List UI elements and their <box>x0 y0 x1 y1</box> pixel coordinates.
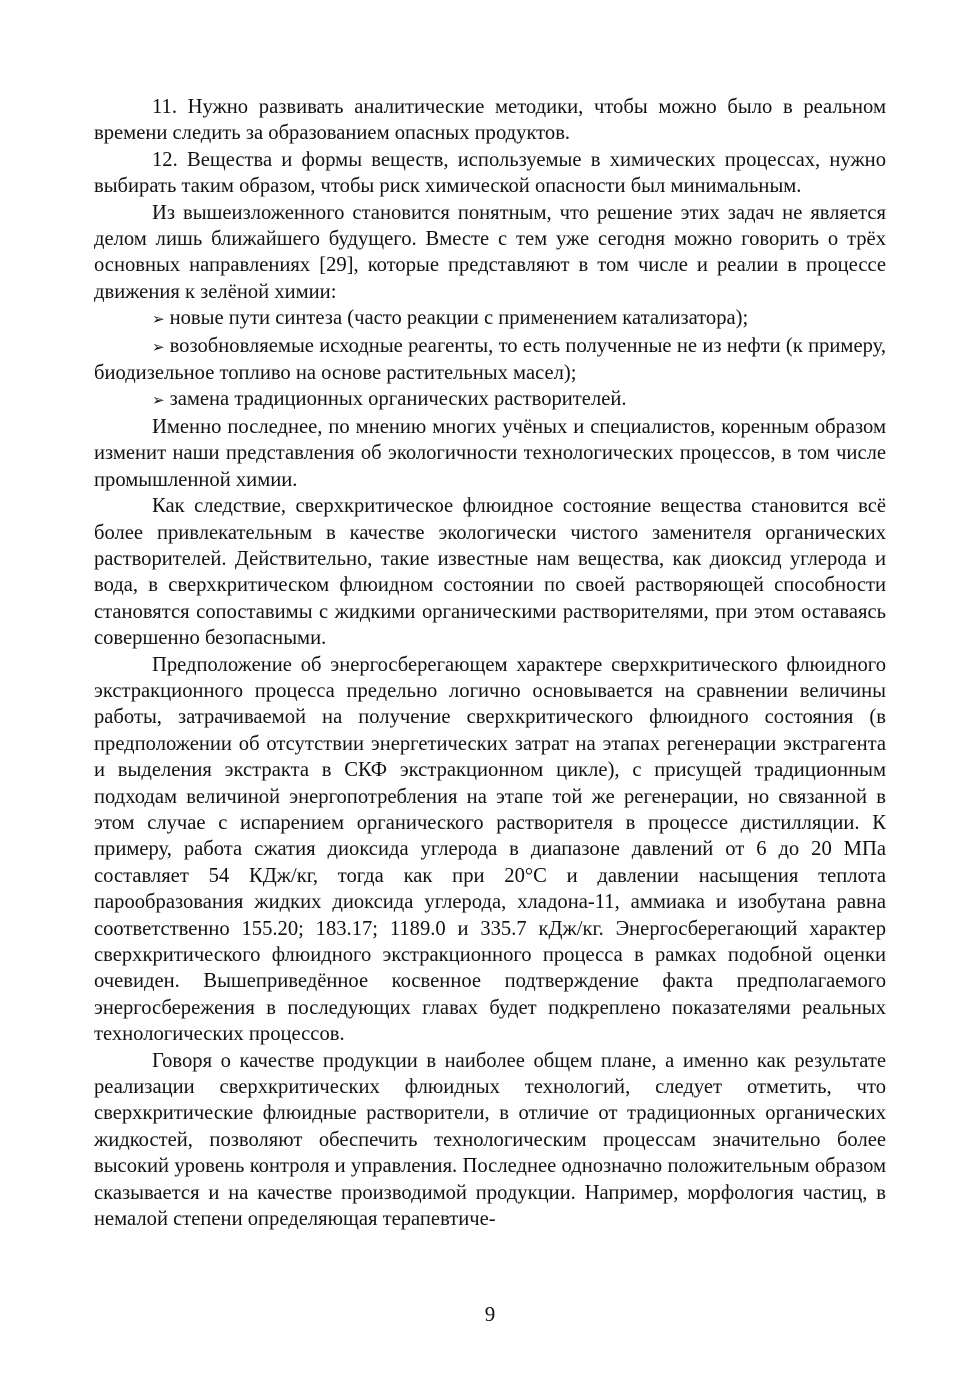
arrow-bullet-icon: ➢ <box>152 310 165 329</box>
arrow-bullet-icon: ➢ <box>152 391 165 410</box>
bullet-text: возобновляемые исходные реагенты, то есть полученные не из нефти (к примеру, биодизельное топливо на основе растительных масел); <box>94 334 886 385</box>
bullet-text: замена традиционных органических растворителей. <box>169 388 627 411</box>
paragraph-item-12: 12. Вещества и формы веществ, используемые в химических процессах, нужно выбирать таким образом, чтобы риск химической опасности был минимальным. <box>94 148 886 198</box>
paragraph-energy-saving: Предположение об энергосберегающем характере сверхкритического флюидного экстракционного процесса предельно логично основывается на сравнении величины работы, затрачиваемой на получение сверхкритического флюидного состояния (в предположении об отсутствии энергетических затрат на этапах регенерации экстрагента и выделения экстракта в СКФ экстракционном цикле), с присущей традиционным подходам величиной энергопотребления на этапе той же регенерации, но связанной в этом случае с испарением органического растворителя в процессе дистилляции. К примеру, работа сжатия диоксида углерода в диапазоне давлений от 6 до 20 МПа составляет 54 КДж/кг, тогда как при 20°С и давлении насыщения теплота парообразования жидких диоксида углерода, хладона-11, аммиака и изобутана равна соответственно 155.20; 183.17; 1189.0 и 335.7 кДж/кг. Энергосберегающий характер сверхкритического флюидного экстракционного процесса в рамках подобной оценки очевиден. Вышеприведённое косвенное подтверждение факта предполагаемого энергосбережения в последующих главах будет подкреплено показателями реальных технологических процессов. <box>94 653 886 1046</box>
bullet-item-synthesis <box>94 305 886 332</box>
bullet-item-renewable <box>94 333 886 387</box>
paragraph-directions: Из вышеизложенного становится понятным, что решение этих задач не является делом лишь ближайшего будущего. Вместе с тем уже сегодня можно говорить о трёх основных направлениях [29], которые представляют в том числе и реалии в процессе движения к зелёной химии: <box>94 201 886 303</box>
page-number: 9 <box>484 1302 496 1326</box>
page-body <box>94 94 886 1232</box>
paragraph-item-11: 11. Нужно развивать аналитические методики, чтобы можно было в реальном времени следить за образованием опасных продуктов. <box>94 96 886 145</box>
paragraph-product-quality: Говоря о качестве продукции в наиболее общем плане, а именно как результате реализации сверхкритических флюидных технологий, следует отметить, что сверхкритические флюидные растворители, в отличие от традиционных органических жидкостей, позволяют обеспечить технологическим процессам значительно более высокий уровень контроля и управления. Последнее однозначно положительным образом сказывается и на качестве производимой продукции. Например, морфология частиц, в немалой степени определяющая терапевтиче- <box>94 1049 886 1231</box>
arrow-bullet-icon: ➢ <box>152 337 165 356</box>
bullet-item-solvents <box>94 386 886 413</box>
paragraph-supercritical: Как следствие, сверхкритическое флюидное состояние вещества становится всё более привлекательным в качестве экологически чистого заменителя органических растворителей. Действительно, такие известные нам вещества, как диоксид углерода и вода, в сверхкритическом флюидном состоянии по своей растворяющей способности становятся сопоставимы с жидкими органическими растворителями, при этом оставаясь совершенно безопасными. <box>94 495 886 650</box>
bullet-text: новые пути синтеза (часто реакции с применением катализатора); <box>169 307 749 330</box>
paragraph-last-direction: Именно последнее, по мнению многих учёных и специалистов, коренным образом изменит наши представления об экологичности технологических процессов, в том числе промышленной химии. <box>94 415 886 491</box>
